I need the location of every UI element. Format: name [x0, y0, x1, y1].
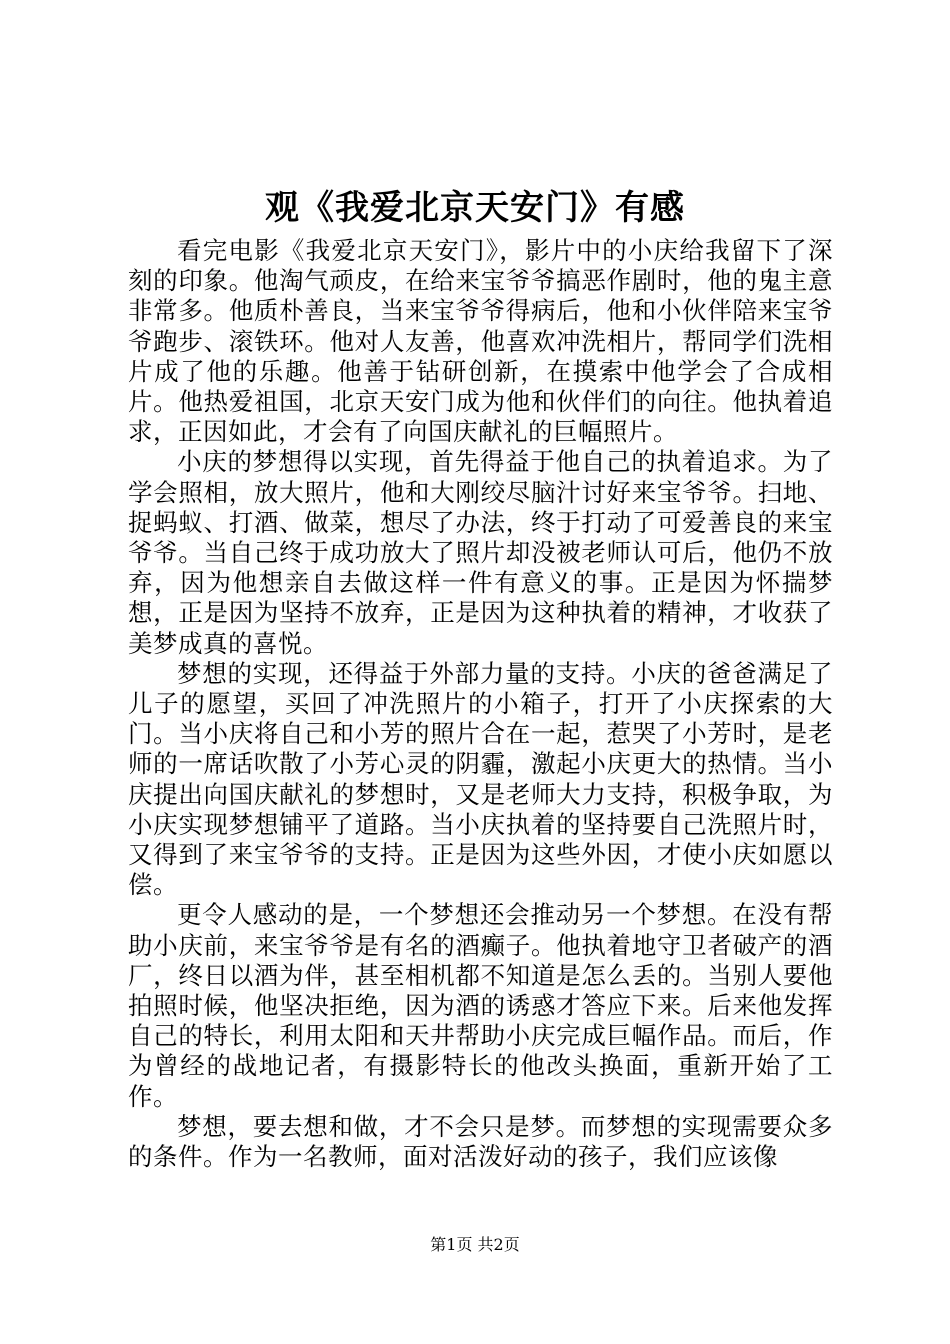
paragraph: 梦想的实现，还得益于外部力量的支持。小庆的爸爸满足了儿子的愿望，买回了冲洗照片的小箱子，打开了小庆探索的大门。当小庆将自己和小芳的照片合在一起，惹哭了小芳时，是老师的一席话吹散了小芳心灵的阴霾，激起小庆更大的热情。当小庆提出向国庆献礼的梦想时，又是老师大力支持，积极争取，为小庆实现梦想铺平了道路。当小庆执着的坚持要自己洗照片时，又得到了来宝爷爷的支持。正是因为这些外因，才使小庆如愿以偿。	[128, 658, 833, 900]
page-footer: 第1页 共2页	[430, 1235, 520, 1254]
paragraph: 小庆的梦想得以实现，首先得益于他自己的执着追求。为了学会照相，放大照片，他和大刚绞尽脑汁讨好来宝爷爷。扫地、捉蚂蚁、打酒、做菜，想尽了办法，终于打动了可爱善良的来宝爷爷。当自己终于成功放大了照片却没被老师认可后，他仍不放弃，因为他想亲自去做这样一件有意义的事。正是因为怀揣梦想，正是因为坚持不放弃，正是因为这种执着的精神，才收获了美梦成真的喜悦。	[128, 447, 833, 658]
paragraph: 看完电影《我爱北京天安门》，影片中的小庆给我留下了深刻的印象。他淘气顽皮，在给来宝爷爷搞恶作剧时，他的鬼主意非常多。他质朴善良，当来宝爷爷得病后，他和小伙伴陪来宝爷爷跑步、滚铁环。他对人友善，他喜欢冲洗相片，帮同学们洗相片成了他的乐趣。他善于钻研创新，在摸索中他学会了合成相片。他热爱祖国，北京天安门成为他和伙伴们的向往。他执着追求，正因如此，才会有了向国庆献礼的巨幅照片。	[128, 236, 833, 447]
paragraph: 更令人感动的是，一个梦想还会推动另一个梦想。在没有帮助小庆前，来宝爷爷是有名的酒癫子。他执着地守卫者破产的酒厂，终日以酒为伴，甚至相机都不知道是怎么丢的。当别人要他拍照时候，他坚决拒绝，因为酒的诱惑才答应下来。后来他发挥自己的特长，利用太阳和天井帮助小庆完成巨幅作品。而后，作为曾经的战地记者，有摄影特长的他改头换面，重新开始了工作。	[128, 900, 833, 1111]
paragraph: 梦想，要去想和做，才不会只是梦。而梦想的实现需要众多的条件。作为一名教师，面对活泼好动的孩子，我们应该像	[128, 1111, 833, 1172]
document-body	[128, 236, 833, 1172]
document-title: 观《我爱北京天安门》有感	[265, 188, 685, 228]
